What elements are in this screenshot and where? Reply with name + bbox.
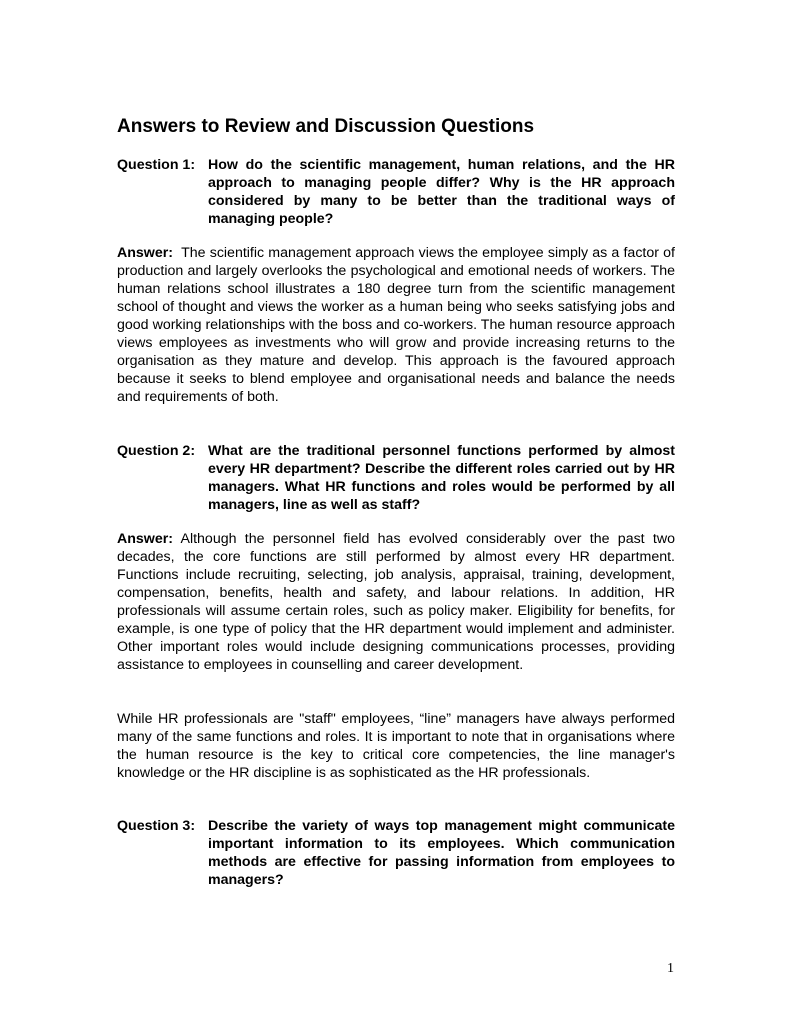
question-3-label: Question 3: bbox=[117, 818, 196, 834]
question-1-label: Question 1: bbox=[117, 157, 196, 173]
page-title: Answers to Review and Discussion Questions bbox=[117, 116, 535, 137]
question-2 bbox=[117, 442, 675, 514]
answer-2-label: Answer: bbox=[117, 531, 173, 547]
question-2-text: What are the traditional personnel functions performed by almost every HR department? Describe the different roles carried out by HR managers. What HR functions and roles would be performed by all managers, line as well as staff? bbox=[208, 443, 675, 513]
question-3 bbox=[117, 817, 675, 889]
answer-1 bbox=[117, 244, 675, 406]
answer-1-text: The scientific management approach views the employee simply as a factor of production and largely overlooks the psychological and emotional needs of workers. The human relations school illustrates a 180 degree turn from the scientific management school of thought and views the worker as a human being who seeks satisfying jobs and good working relationships with the boss and co-workers. The human resource approach views employees as investments who will grow and provide increasing returns to the organisation as they mature and develop. This approach is the favoured approach because it seeks to blend employee and organisational needs and balance the needs and requirements of both. bbox=[117, 245, 675, 405]
answer-2-paragraph-2: While HR professionals are "staff" employees, “line” managers have always performed many of the same functions and roles. It is important to note that in organisations where the human resource is the key to critical core competencies, the line manager's knowledge or the HR discipline is as sophisticated as the HR professionals. bbox=[117, 711, 675, 781]
question-3-text: Describe the variety of ways top management might communicate important information to its employees. Which communication methods are effective for passing information from employees to managers? bbox=[208, 818, 675, 888]
answer-2-text: Although the personnel field has evolved considerably over the past two decades, the core functions are still performed by almost every HR department. Functions include recruiting, selecting, job analysis, appraisal, training, development, compensation, benefits, health and safety, and labour relations. In addition, HR professionals will assume certain roles, such as policy maker. Eligibility for benefits, for example, is one type of policy that the HR department would implement and administer. Other important roles would include designing communications processes, providing assistance to employees in counselling and career development. bbox=[117, 531, 675, 673]
answer-1-label: Answer: bbox=[117, 245, 173, 261]
question-2-label: Question 2: bbox=[117, 443, 196, 459]
question-1-text: How do the scientific management, human relations, and the HR approach to managing people differ? Why is the HR approach considered by many to be better than the traditional ways of managing people? bbox=[208, 157, 675, 227]
answer-2 bbox=[117, 530, 675, 674]
question-1 bbox=[117, 156, 675, 228]
page-number: 1 bbox=[667, 961, 674, 976]
